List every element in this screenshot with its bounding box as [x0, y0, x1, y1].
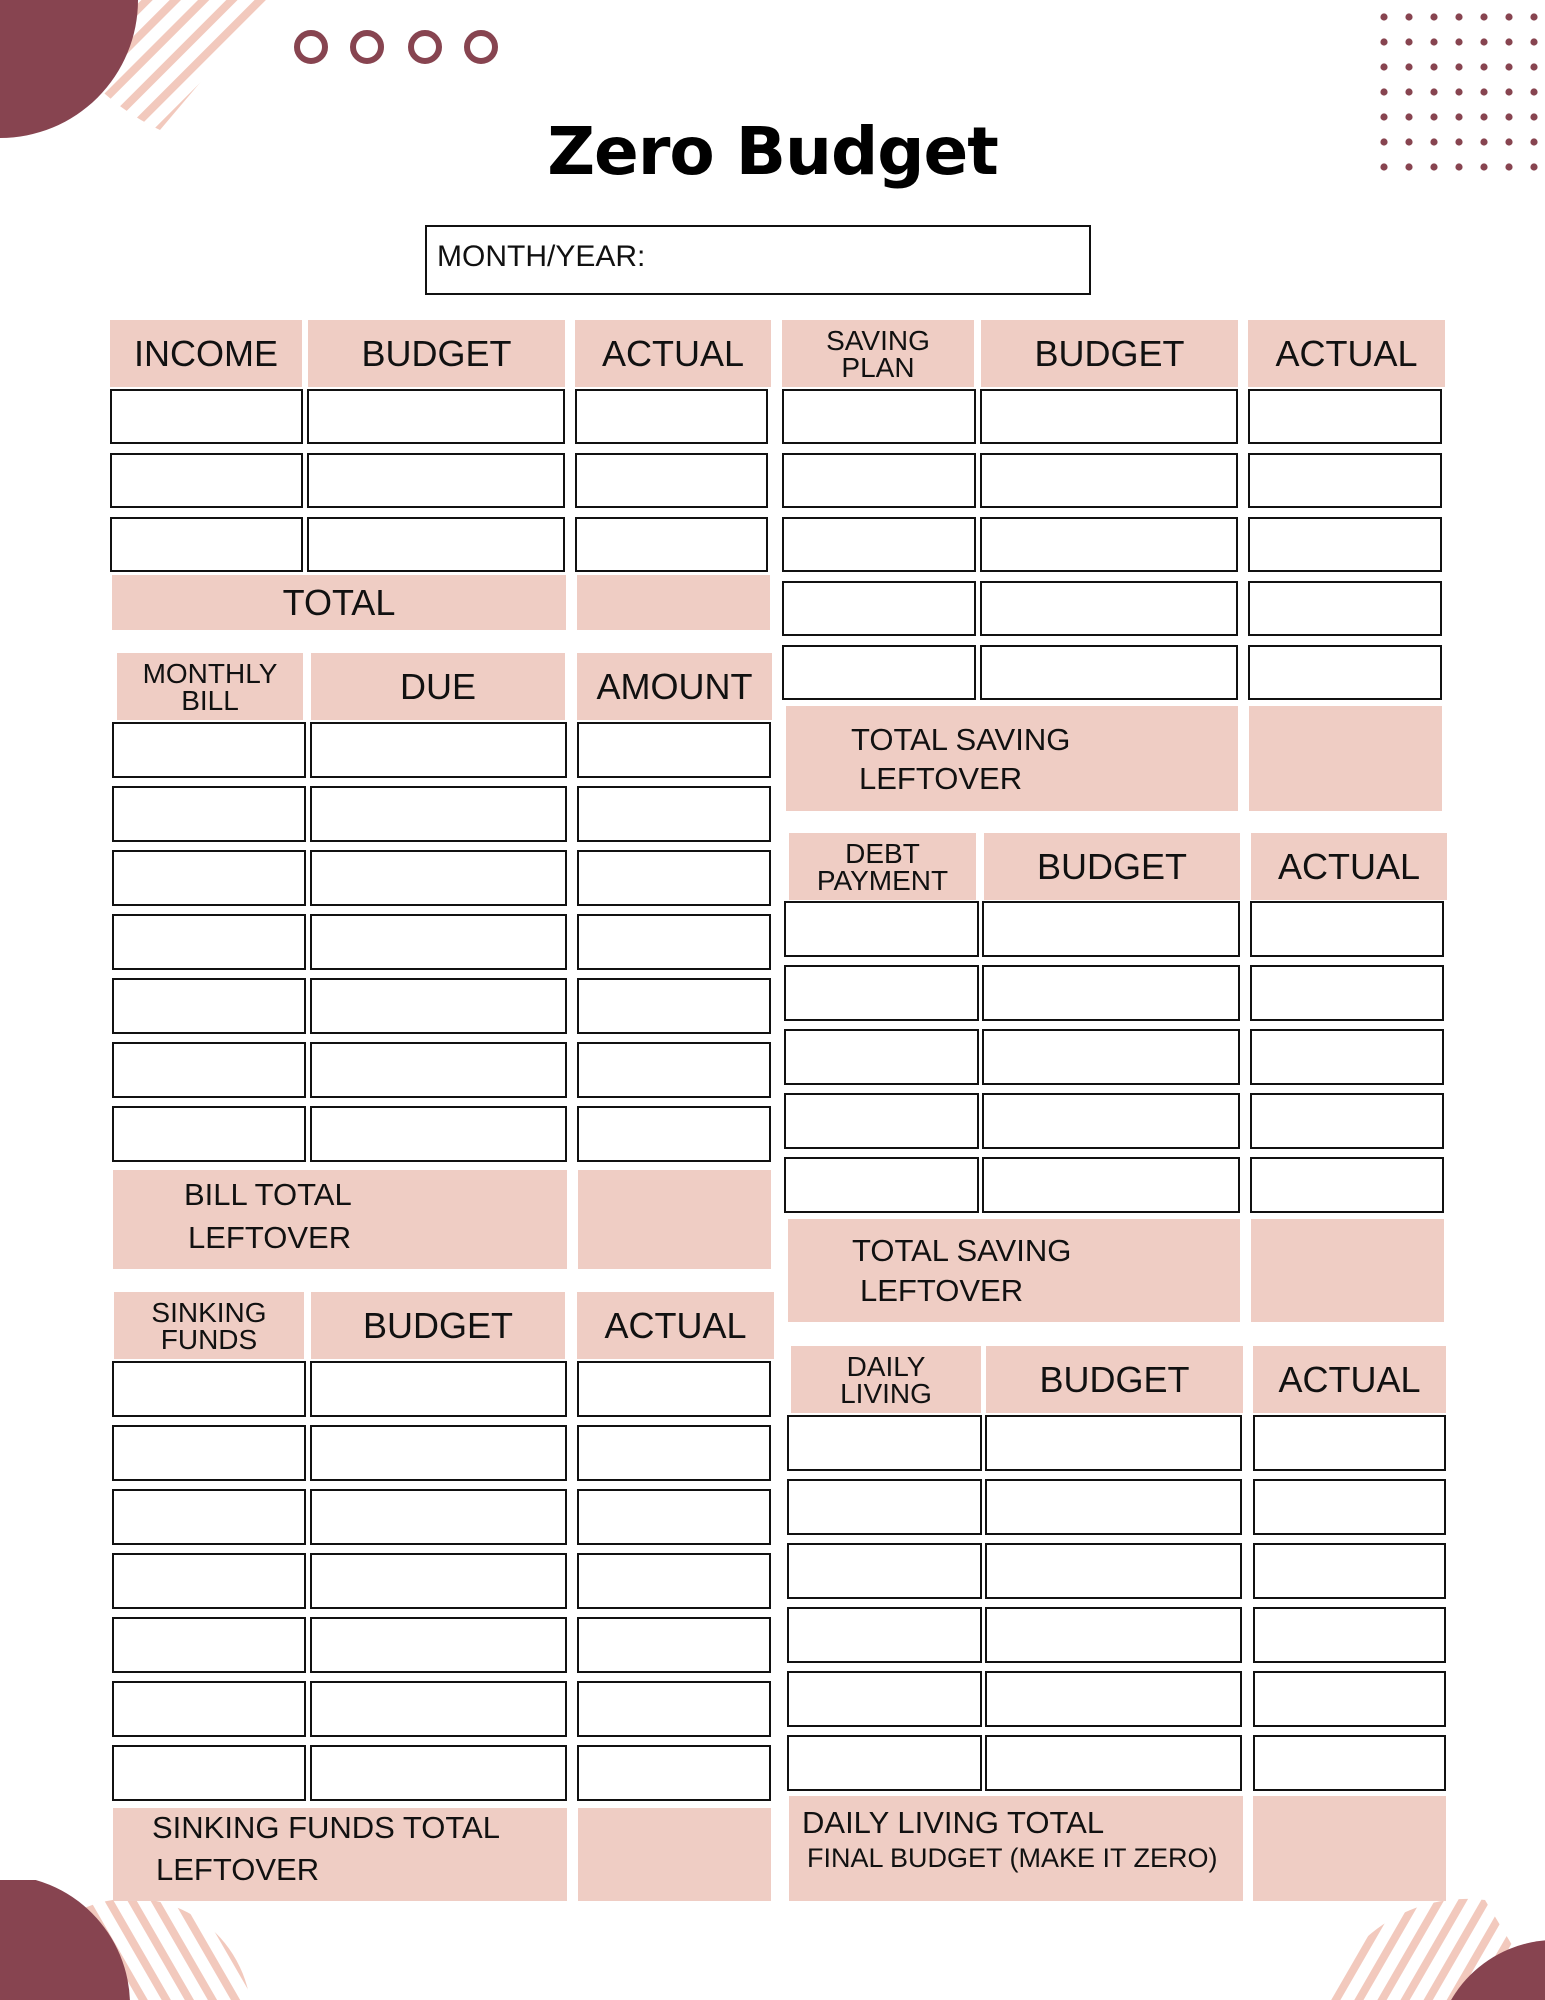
- monthly-bill-row-3-amount[interactable]: [577, 850, 771, 906]
- debt-payment-row-4-actual[interactable]: [1250, 1093, 1444, 1149]
- sinking-funds-row-7-fund[interactable]: [112, 1745, 306, 1801]
- debt-payment-row-5-debt[interactable]: [784, 1157, 979, 1213]
- monthly-bill-row-6-bill[interactable]: [112, 1042, 306, 1098]
- monthly-bill-header-due: DUE: [311, 653, 565, 720]
- sinking-funds-row-5-fund[interactable]: [112, 1617, 306, 1673]
- monthly-bill-row-4-bill[interactable]: [112, 914, 306, 970]
- saving-plan-total: [786, 706, 1238, 811]
- debt-payment-row-3-actual[interactable]: [1250, 1029, 1444, 1085]
- sinking-funds-row-3-budget[interactable]: [310, 1489, 567, 1545]
- income-header-budget: BUDGET: [308, 320, 565, 387]
- debt-payment-row-1-budget[interactable]: [982, 901, 1240, 957]
- debt-payment-header-actual: ACTUAL: [1251, 833, 1447, 900]
- daily-living-total: [789, 1796, 1243, 1901]
- income-row-2-budget[interactable]: [307, 453, 565, 508]
- sinking-funds-total-line2: LEFTOVER: [156, 1852, 320, 1887]
- sinking-funds-total-line1: SINKING FUNDS TOTAL: [152, 1810, 500, 1845]
- saving-plan-row-5-item[interactable]: [782, 645, 976, 700]
- sinking-funds-row-6-actual[interactable]: [577, 1681, 771, 1737]
- monthly-bill-row-1-bill[interactable]: [112, 722, 306, 778]
- daily-living-header-label: DAILY LIVING: [791, 1346, 981, 1413]
- monthly-bill-row-2-bill[interactable]: [112, 786, 306, 842]
- monthly-bill-row-6-amount[interactable]: [577, 1042, 771, 1098]
- sinking-funds-row-2-actual[interactable]: [577, 1425, 771, 1481]
- daily-living-total-line2: FINAL BUDGET (MAKE IT ZERO): [807, 1843, 1218, 1873]
- sinking-funds-header-label: SINKING FUNDS: [114, 1292, 304, 1359]
- daily-living-row-5-actual[interactable]: [1253, 1671, 1446, 1727]
- debt-payment-row-5-actual[interactable]: [1250, 1157, 1444, 1213]
- saving-plan-row-4-item[interactable]: [782, 581, 976, 636]
- month-year-label: MONTH/YEAR:: [437, 240, 646, 273]
- saving-plan-total-value[interactable]: [1249, 706, 1442, 811]
- saving-plan-row-4-budget[interactable]: [980, 581, 1238, 636]
- monthly-bill-total: [113, 1170, 567, 1269]
- sinking-funds-row-3-actual[interactable]: [577, 1489, 771, 1545]
- monthly-bill-row-5-amount[interactable]: [577, 978, 771, 1034]
- daily-living-row-4-budget[interactable]: [985, 1607, 1242, 1663]
- saving-plan-header-actual: ACTUAL: [1248, 320, 1445, 387]
- daily-living-row-3-item[interactable]: [787, 1543, 982, 1599]
- sinking-funds-row-1-actual[interactable]: [577, 1361, 771, 1417]
- income-row-2-actual[interactable]: [575, 453, 768, 508]
- income-row-1-budget[interactable]: [307, 389, 565, 444]
- monthly-bill-row-4-amount[interactable]: [577, 914, 771, 970]
- daily-living-row-3-actual[interactable]: [1253, 1543, 1446, 1599]
- monthly-bill-header-amount: AMOUNT: [577, 653, 772, 720]
- monthly-bill-row-2-due[interactable]: [310, 786, 567, 842]
- daily-living-total-line1: DAILY LIVING TOTAL: [802, 1805, 1105, 1840]
- monthly-bill-row-7-bill[interactable]: [112, 1106, 306, 1162]
- saving-plan-header-label: SAVING PLAN: [782, 320, 974, 387]
- page-title: Zero Budget: [547, 113, 998, 190]
- monthly-bill-total-value[interactable]: [578, 1170, 771, 1269]
- daily-living-row-5-budget[interactable]: [985, 1671, 1242, 1727]
- sinking-funds-row-1-budget[interactable]: [310, 1361, 567, 1417]
- daily-living-total-value[interactable]: [1253, 1796, 1446, 1901]
- saving-plan-row-2-budget[interactable]: [980, 453, 1238, 508]
- sinking-funds-row-4-actual[interactable]: [577, 1553, 771, 1609]
- monthly-bill-row-4-due[interactable]: [310, 914, 567, 970]
- daily-living-row-6-item[interactable]: [787, 1735, 982, 1791]
- saving-plan-row-1-actual[interactable]: [1248, 389, 1442, 444]
- daily-living-row-2-budget[interactable]: [985, 1479, 1242, 1535]
- saving-plan-row-5-actual[interactable]: [1248, 645, 1442, 700]
- income-row-2-source[interactable]: [110, 453, 303, 508]
- saving-plan-row-1-budget[interactable]: [980, 389, 1238, 444]
- saving-plan-row-3-budget[interactable]: [980, 517, 1238, 572]
- sinking-funds-header-budget: BUDGET: [311, 1292, 565, 1359]
- debt-payment-row-5-budget[interactable]: [982, 1157, 1240, 1213]
- daily-living-row-5-item[interactable]: [787, 1671, 982, 1727]
- daily-living-row-4-item[interactable]: [787, 1607, 982, 1663]
- debt-payment-row-3-debt[interactable]: [784, 1029, 979, 1085]
- sinking-funds-header-actual: ACTUAL: [577, 1292, 774, 1359]
- monthly-bill-row-6-due[interactable]: [310, 1042, 567, 1098]
- saving-plan-row-5-budget[interactable]: [980, 645, 1238, 700]
- saving-plan-header-budget: BUDGET: [981, 320, 1238, 387]
- monthly-bill-header-label: MONTHLY BILL: [117, 653, 303, 720]
- monthly-bill-total-line2: LEFTOVER: [188, 1220, 352, 1255]
- saving-plan-total-line2: LEFTOVER: [859, 761, 1023, 796]
- monthly-bill-row-2-amount[interactable]: [577, 786, 771, 842]
- monthly-bill-row-5-due[interactable]: [310, 978, 567, 1034]
- daily-living-row-1-actual[interactable]: [1253, 1415, 1446, 1471]
- income-total-label: TOTAL: [112, 575, 566, 630]
- sinking-funds-row-4-fund[interactable]: [112, 1553, 306, 1609]
- debt-payment-row-1-actual[interactable]: [1250, 901, 1444, 957]
- monthly-bill-row-3-due[interactable]: [310, 850, 567, 906]
- monthly-bill-total-line1: BILL TOTAL: [184, 1177, 352, 1212]
- debt-payment-row-4-debt[interactable]: [784, 1093, 979, 1149]
- monthly-bill-row-5-bill[interactable]: [112, 978, 306, 1034]
- debt-payment-header-budget: BUDGET: [984, 833, 1240, 900]
- income-row-3-budget[interactable]: [307, 517, 565, 572]
- income-header-label: INCOME: [110, 320, 302, 387]
- monthly-bill-row-7-due[interactable]: [310, 1106, 567, 1162]
- income-row-3-actual[interactable]: [575, 517, 768, 572]
- debt-payment-row-2-debt[interactable]: [784, 965, 979, 1021]
- income-row-3-source[interactable]: [110, 517, 303, 572]
- circle-row-decoration: [290, 28, 510, 68]
- saving-plan-row-3-actual[interactable]: [1248, 517, 1442, 572]
- monthly-bill-row-1-amount[interactable]: [577, 722, 771, 778]
- sinking-funds-row-2-fund[interactable]: [112, 1425, 306, 1481]
- saving-plan-row-4-actual[interactable]: [1248, 581, 1442, 636]
- saving-plan-total-line1: TOTAL SAVING: [851, 722, 1071, 757]
- income-header-actual: ACTUAL: [575, 320, 771, 387]
- sinking-funds-total-value[interactable]: [578, 1808, 771, 1901]
- sinking-funds-row-6-fund[interactable]: [112, 1681, 306, 1737]
- monthly-bill-row-1-due[interactable]: [310, 722, 567, 778]
- monthly-bill-row-7-amount[interactable]: [577, 1106, 771, 1162]
- sinking-funds-row-5-budget[interactable]: [310, 1617, 567, 1673]
- daily-living-header-actual: ACTUAL: [1253, 1346, 1446, 1413]
- sinking-funds-row-5-actual[interactable]: [577, 1617, 771, 1673]
- sinking-funds-row-4-budget[interactable]: [310, 1553, 567, 1609]
- daily-living-row-2-item[interactable]: [787, 1479, 982, 1535]
- debt-payment-header-label: DEBT PAYMENT: [789, 833, 976, 900]
- daily-living-row-6-actual[interactable]: [1253, 1735, 1446, 1791]
- daily-living-row-4-actual[interactable]: [1253, 1607, 1446, 1663]
- debt-payment-row-3-budget[interactable]: [982, 1029, 1240, 1085]
- debt-payment-total-line1: TOTAL SAVING: [852, 1233, 1072, 1268]
- debt-payment-row-2-budget[interactable]: [982, 965, 1240, 1021]
- daily-living-header-budget: BUDGET: [986, 1346, 1243, 1413]
- daily-living-row-3-budget[interactable]: [985, 1543, 1242, 1599]
- debt-payment-row-1-debt[interactable]: [784, 901, 979, 957]
- saving-plan-row-3-item[interactable]: [782, 517, 976, 572]
- sinking-funds-row-7-budget[interactable]: [310, 1745, 567, 1801]
- daily-living-row-6-budget[interactable]: [985, 1735, 1242, 1791]
- sinking-funds-row-7-actual[interactable]: [577, 1745, 771, 1801]
- saving-plan-row-2-actual[interactable]: [1248, 453, 1442, 508]
- debt-payment-row-2-actual[interactable]: [1250, 965, 1444, 1021]
- income-total-value[interactable]: [577, 575, 770, 630]
- debt-payment-total-line2: LEFTOVER: [860, 1273, 1024, 1308]
- daily-living-row-1-budget[interactable]: [985, 1415, 1242, 1471]
- debt-payment-total-value[interactable]: [1251, 1219, 1444, 1322]
- saving-plan-row-2-item[interactable]: [782, 453, 976, 508]
- daily-living-row-1-item[interactable]: [787, 1415, 982, 1471]
- saving-plan-row-1-item[interactable]: [782, 389, 976, 444]
- monthly-bill-row-3-bill[interactable]: [112, 850, 306, 906]
- month-year-field[interactable]: [425, 225, 1091, 295]
- debt-payment-row-4-budget[interactable]: [982, 1093, 1240, 1149]
- sinking-funds-row-3-fund[interactable]: [112, 1489, 306, 1545]
- sinking-funds-row-1-fund[interactable]: [112, 1361, 306, 1417]
- daily-living-row-2-actual[interactable]: [1253, 1479, 1446, 1535]
- income-row-1-source[interactable]: [110, 389, 303, 444]
- sinking-funds-total: [113, 1808, 567, 1901]
- debt-payment-total: [788, 1219, 1240, 1322]
- income-row-1-actual[interactable]: [575, 389, 768, 444]
- sinking-funds-row-2-budget[interactable]: [310, 1425, 567, 1481]
- sinking-funds-row-6-budget[interactable]: [310, 1681, 567, 1737]
